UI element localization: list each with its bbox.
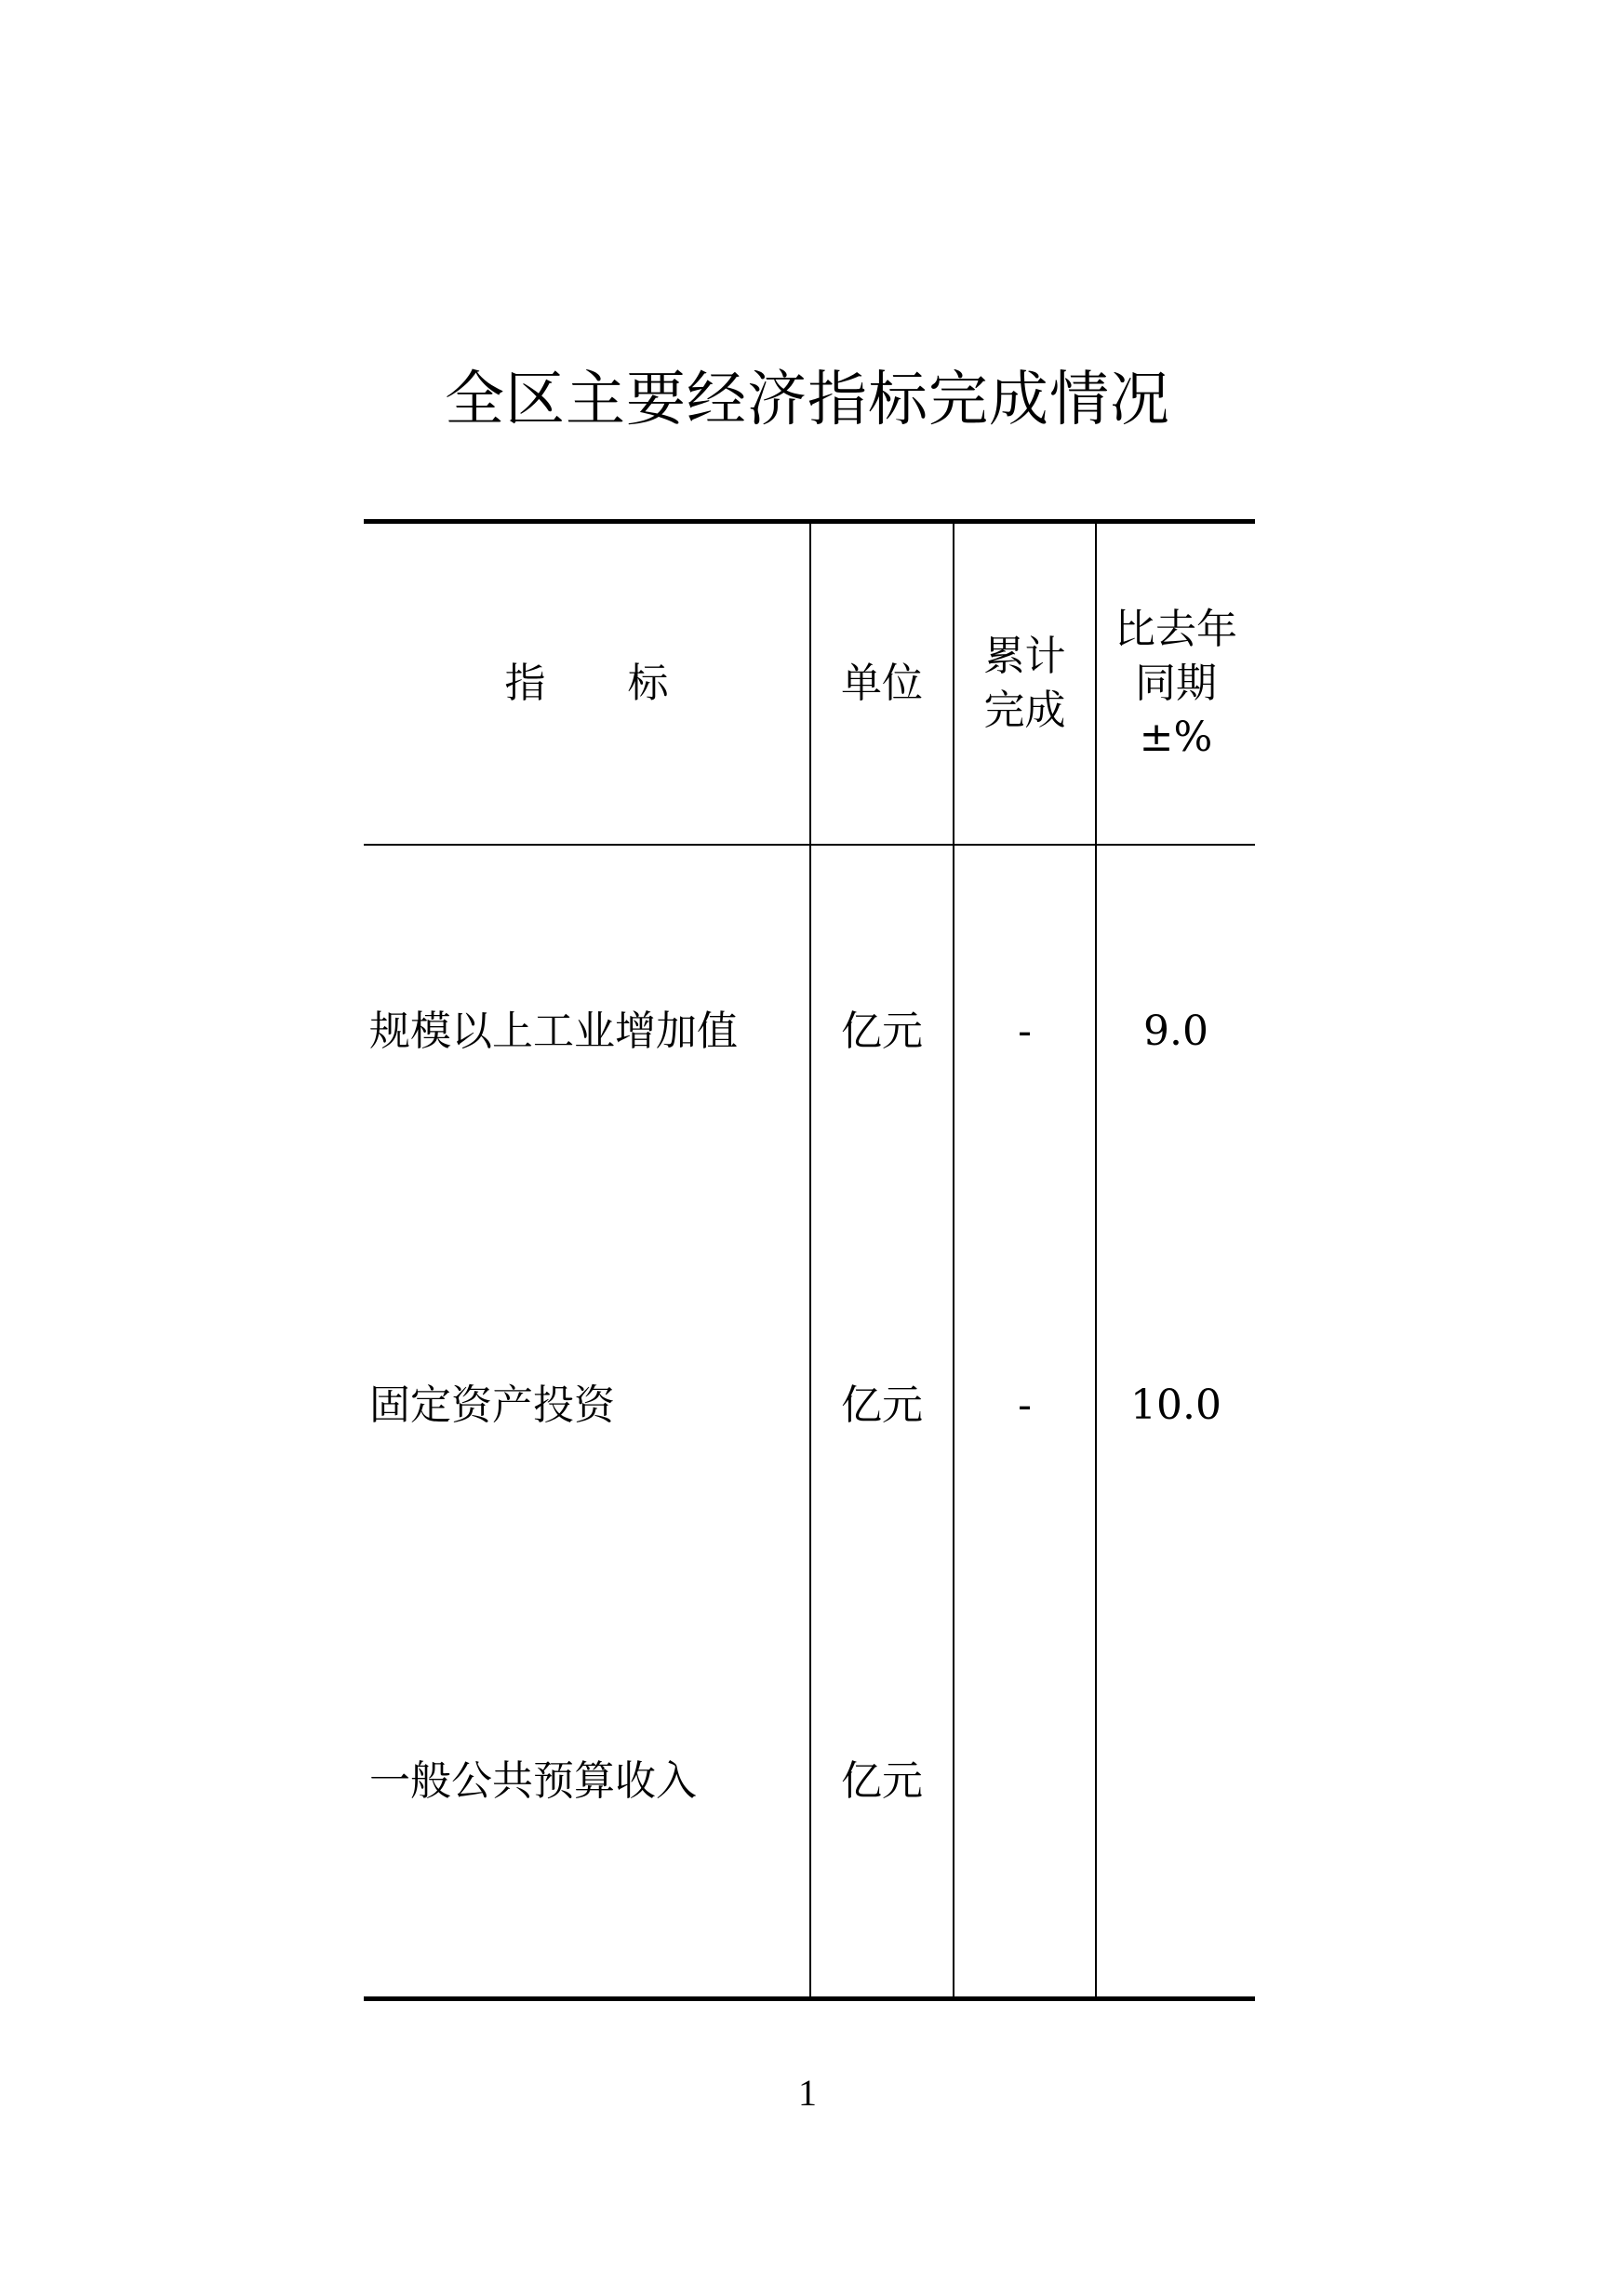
table-row-3-unit (811, 1594, 953, 1969)
row-1-yoy-text: 9.0 (1143, 1008, 1208, 1055)
table-row-3-yoy (1097, 1594, 1255, 1969)
row-1-indicator-text: 规模以上工业增加值 (369, 1008, 738, 1055)
header-unit (811, 524, 953, 844)
header-cumulative-line-2: 完成 (983, 687, 1066, 734)
table-row-1-yoy (1097, 846, 1255, 1218)
row-3-unit-text: 亿元 (841, 1757, 923, 1805)
table-row-2-cumulative (954, 1218, 1095, 1594)
table-row-2-unit (811, 1218, 953, 1594)
row-1-unit-text: 亿元 (841, 1008, 923, 1055)
header-unit-label: 单位 (841, 660, 923, 707)
header-cumulative (954, 524, 1095, 844)
header-cumulative-line-1: 累计 (983, 633, 1066, 680)
row-2-cumulative-text: - (1018, 1382, 1032, 1429)
page-number: 1 (798, 2072, 817, 2114)
table-row-1-cumulative (954, 846, 1095, 1218)
header-yoy-line-2: 同期 (1135, 660, 1217, 707)
indicator-table (364, 519, 1255, 2002)
table-row-2-yoy (1097, 1218, 1255, 1594)
row-2-yoy-text: 10.0 (1130, 1382, 1221, 1429)
table-row-3-cumulative (954, 1594, 1095, 1969)
header-yoy (1097, 524, 1255, 844)
header-indicator (364, 524, 809, 844)
document-title: 全区主要经济指标完成情况 (445, 366, 1170, 434)
table-row-3-indicator (369, 1594, 809, 1969)
row-2-unit-text: 亿元 (841, 1382, 923, 1429)
table-row-2-indicator (369, 1218, 809, 1594)
row-2-indicator-text: 固定资产投资 (369, 1382, 615, 1429)
table-row-1-unit (811, 846, 953, 1218)
header-yoy-line-1: 比去年 (1114, 606, 1237, 653)
header-indicator-label: 指 标 (504, 660, 669, 707)
header-yoy-line-3: ±% (1139, 714, 1213, 761)
row-1-cumulative-text: - (1018, 1008, 1032, 1055)
row-3-indicator-text: 一般公共预算收入 (369, 1757, 697, 1805)
table-row-1-indicator (369, 846, 809, 1218)
